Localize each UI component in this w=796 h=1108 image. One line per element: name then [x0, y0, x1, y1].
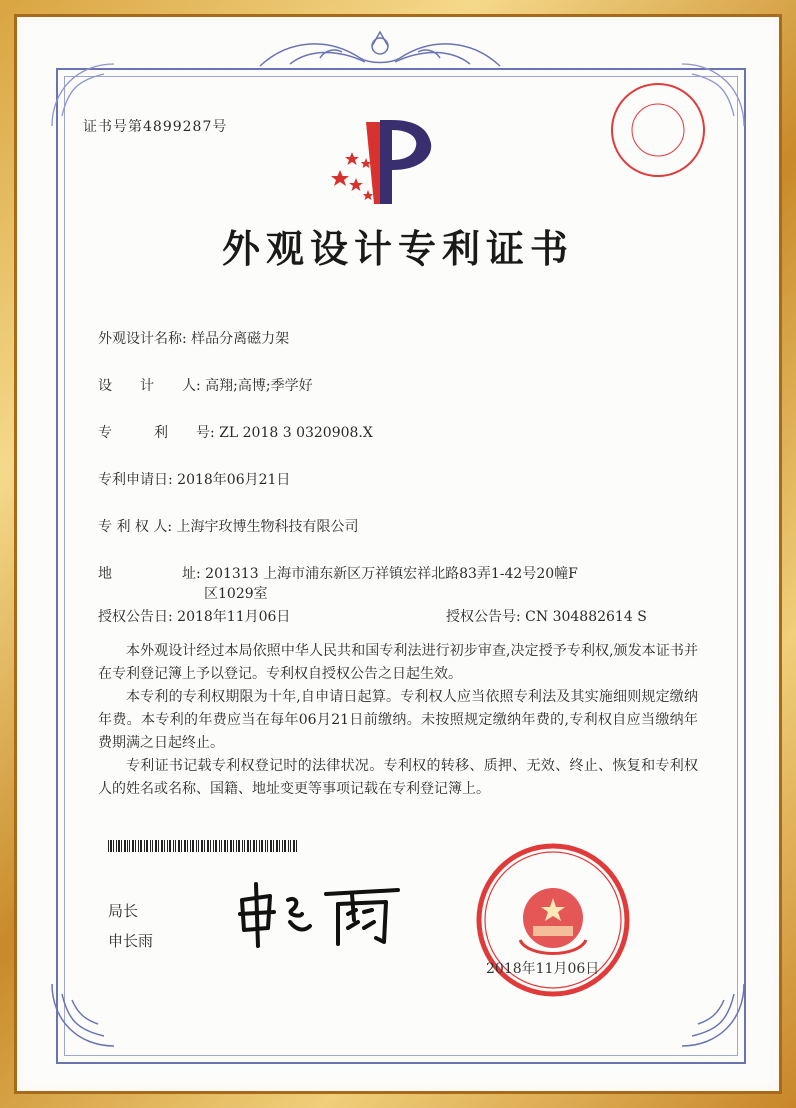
- patent-no-row: [98, 422, 373, 442]
- tax-seal-icon: [598, 80, 718, 180]
- patent-no-label: 专 利 号:: [98, 425, 215, 441]
- grant-date-label: 授权公告日:: [98, 609, 173, 625]
- grant-no-label: 授权公告号:: [446, 609, 521, 625]
- filing-date-label: 专利申请日:: [98, 472, 173, 488]
- design-name-label: 外观设计名称:: [98, 331, 187, 347]
- designer-label: 设 计 人:: [98, 378, 201, 394]
- body-paragraph: 本外观设计经过本局依照中华人民共和国专利法进行初步审查,决定授予专利权,颁发本证书并在专利登记簿上予以登记。专利权自授权公告之日起生效。: [98, 643, 698, 682]
- address-value-line1: 201313 上海市浦东新区万祥镇宏祥北路83弄1-42号20幢F: [205, 566, 578, 582]
- address-row-cont: [204, 583, 268, 603]
- address-label: 地 址:: [98, 566, 201, 582]
- patentee-row: [98, 516, 359, 536]
- body-paragraph: 专利证书记载专利权登记时的法律状况。专利权的转移、质押、无效、终止、恢复和专利权人的姓名或名称、国籍、地址变更等事项记载在专利登记簿上。: [98, 758, 698, 797]
- director-name: 申长雨: [108, 932, 154, 950]
- designer-value: 高翔;高博;季学好: [205, 378, 313, 394]
- address-row: [98, 563, 578, 583]
- design-name-row: [98, 328, 289, 348]
- certificate-title: 外观设计专利证书: [221, 226, 574, 271]
- patent-no-value: ZL 2018 3 0320908.X: [219, 425, 373, 441]
- grant-no-row: [446, 606, 647, 626]
- grant-no-value: CN 304882614 S: [525, 609, 647, 625]
- corner-ornament-icon: [48, 980, 118, 1050]
- patentee-label: 专 利 权 人:: [98, 519, 173, 535]
- grant-date-value: 2018年11月06日: [177, 609, 291, 625]
- designer-row: [98, 375, 313, 395]
- certificate-number: 证书号第4899287号: [83, 119, 228, 135]
- seal-date: 2018年11月06日: [486, 961, 600, 977]
- barcode-icon: [108, 840, 298, 852]
- signature-icon: [230, 870, 410, 950]
- filing-date-row: [98, 469, 290, 489]
- body-paragraph: 本专利的专利权期限为十年,自申请日起算。专利权人应当依照专利法及其实施细则规定缴纳年费。本专利的年费应当在每年06月21日前缴纳。未按照规定缴纳年费的,专利权自应当缴纳年费期满之日起终止。: [98, 689, 698, 751]
- design-name-value: 样品分离磁力架: [191, 331, 290, 347]
- patentee-value: 上海宇玫博生物科技有限公司: [176, 519, 359, 535]
- sipo-logo-icon: [330, 112, 440, 212]
- certificate-body: [98, 640, 698, 801]
- corner-ornament-icon: [678, 980, 748, 1050]
- filing-date-value: 2018年06月21日: [177, 472, 291, 488]
- director-title: 局长: [108, 902, 139, 920]
- grant-date-row: [98, 606, 290, 626]
- address-value-line2: 区1029室: [204, 586, 268, 602]
- top-ornament-icon: [250, 28, 510, 74]
